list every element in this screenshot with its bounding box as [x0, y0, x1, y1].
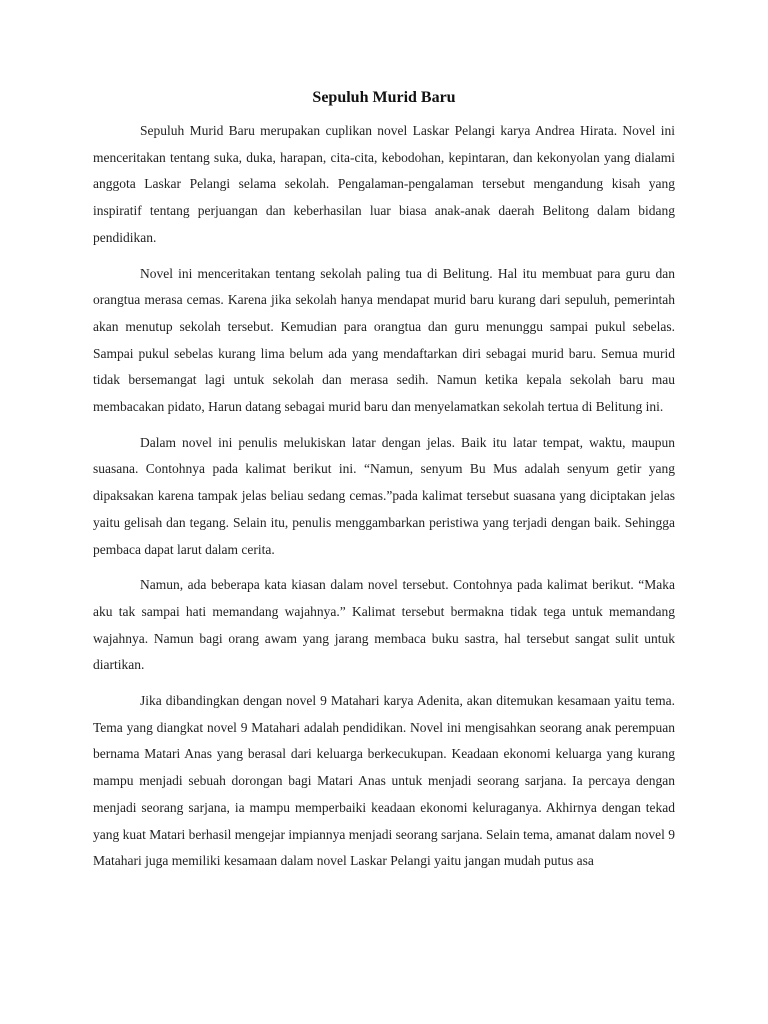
paragraph-4: Namun, ada beberapa kata kiasan dalam novel tersebut. Contohnya pada kalimat berikut. “Maka aku tak sampai hati memandang wajahnya.” Kalimat tersebut bermakna tidak tega untuk memandang wajahnya. Namun bagi orang awam yang jarang membaca buku sastra, hal tersebut sangat sulit untuk diartikan.: [93, 577, 675, 673]
paragraph-3: Dalam novel ini penulis melukiskan latar dengan jelas. Baik itu latar tempat, waktu, maupun suasana. Contohnya pada kalimat berikut ini. “Namun, senyum Bu Mus adalah senyum getir yang dipaksakan karena tampak jelas beliau sedang cemas.”pada kalimat tersebut suasana yang diciptakan jelas yaitu gelisah dan tegang. Selain itu, penulis menggambarkan peristiwa yang terjadi dengan baik. Sehingga pembaca dapat larut dalam cerita.: [93, 434, 675, 557]
paragraph-2: Novel ini menceritakan tentang sekolah paling tua di Belitung. Hal itu membuat para guru dan orangtua merasa cemas. Karena jika sekolah hanya mendapat murid baru kurang dari sepuluh, pemerintah akan menutup sekolah tersebut. Kemudian para orangtua dan guru menunggu sampai pukul sebelas. Sampai pukul sebelas kurang lima belum ada yang mendaftarkan diri sebagai murid baru. Semua murid tidak bersemangat lagi untuk sekolah dan merasa sedih. Namun ketika kepala sekolah baru mau membacakan pidato, Harun datang sebagai murid baru dan menyelamatkan sekolah tertua di Belitung ini.: [93, 265, 675, 415]
document-title: Sepuluh Murid Baru: [312, 89, 456, 106]
document-page: [93, 84, 675, 884]
paragraph-1: Sepuluh Murid Baru merupakan cuplikan novel Laskar Pelangi karya Andrea Hirata. Novel ini menceritakan tentang suka, duka, harapan, cita-cita, kebodohan, kepintaran, dan kekonyolan yang dialami anggota Laskar Pelangi selama sekolah. Pengalaman-pengalaman tersebut mengandung kisah yang inspiratif tentang perjuangan dan keberhasilan luar biasa anak-anak daerah Belitong dalam bidang pendidikan.: [93, 123, 675, 245]
paragraph-5: Jika dibandingkan dengan novel 9 Matahari karya Adenita, akan ditemukan kesamaan yaitu tema. Tema yang diangkat novel 9 Matahari adalah pendidikan. Novel ini mengisahkan seorang anak perempuan bernama Matari Anas yang berasal dari keluarga berkecukupan. Keadaan ekonomi keluarga yang kurang mampu menjadi sebuah dorongan bagi Matari Anas untuk menjadi seorang sarjana. Ia percaya dengan menjadi seorang sarjana, ia mampu memperbaiki keadaan ekonomi keluraganya. Akhirnya dengan tekad yang kuat Matari berhasil mengejar impiannya menjadi seorang sarjana. Selain tema, amanat dalam novel 9 Matahari juga memiliki kesamaan dalam novel Laskar Pelangi yaitu jangan mudah putus asa: [93, 693, 675, 869]
